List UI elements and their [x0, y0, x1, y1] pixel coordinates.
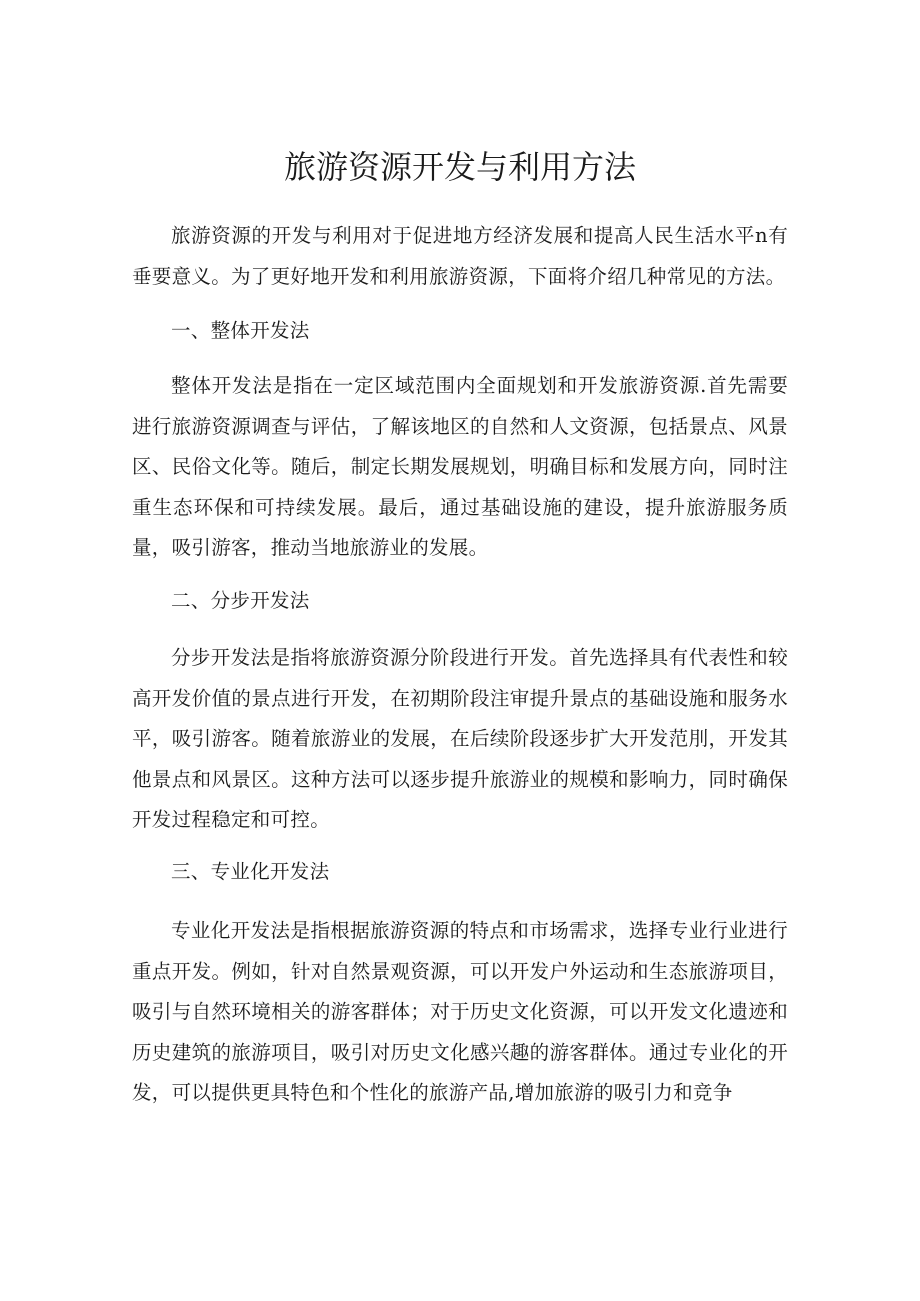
section-heading-1: 一、整体开发法	[171, 319, 310, 342]
section-body-3: 专业化开发法是指根据旅游资源的特点和市场需求，选择专业行业进行重点开发。例如，针对自然景观资源，可以开发户外运动和生态旅游项目，吸引与自然环境相关的游客群体；对于历史文化资源，可以开发文化遗迹和历史建筑的旅游项目，吸引对历史文化感兴趣的游客群体。通过专业化的开发，可以提供更具特色和个性化的旅游产品,增加旅游的吸引力和竞争	[132, 919, 788, 1104]
document-title: 旅游资源开发与利用方法	[283, 148, 636, 186]
intro-paragraph: 旅游资源的开发与利用对于促进地方经济发展和提高人民生活水平n有垂要意义。为了更好地开发和利用旅游资源，下面将介绍几种常见的方法。	[132, 224, 788, 288]
section-body-1: 整体开发法是指在一定区域范围内全面规划和开发旅游资源.首先需要进行旅游资源调查与评估，了解该地区的自然和人文资源，包括景点、风景区、民俗文化等。随后，制定长期发展规划，明确目标和发展方向，同时注重生态环保和可持续发展。最后，通过基础设施的建设，提升旅游服务质量，吸引游客，推动当地旅游业的发展。	[132, 374, 788, 559]
section-heading-3: 三、专业化开发法	[171, 860, 330, 883]
section-body-2: 分步开发法是指将旅游资源分阶段进行开发。首先选择具有代表性和较高开发价值的景点进行开发，在初期阶段注审提升景点的基础设施和服务水平，吸引游客。随着旅游业的发展，在后续阶段逐步扩大开发范刖，开发其他景点和风景区。这种方法可以逐步提升旅游业的规模和影响力，同时确保开发过程稳定和可控。	[132, 646, 788, 831]
section-heading-2: 二、分步开发法	[171, 589, 310, 612]
